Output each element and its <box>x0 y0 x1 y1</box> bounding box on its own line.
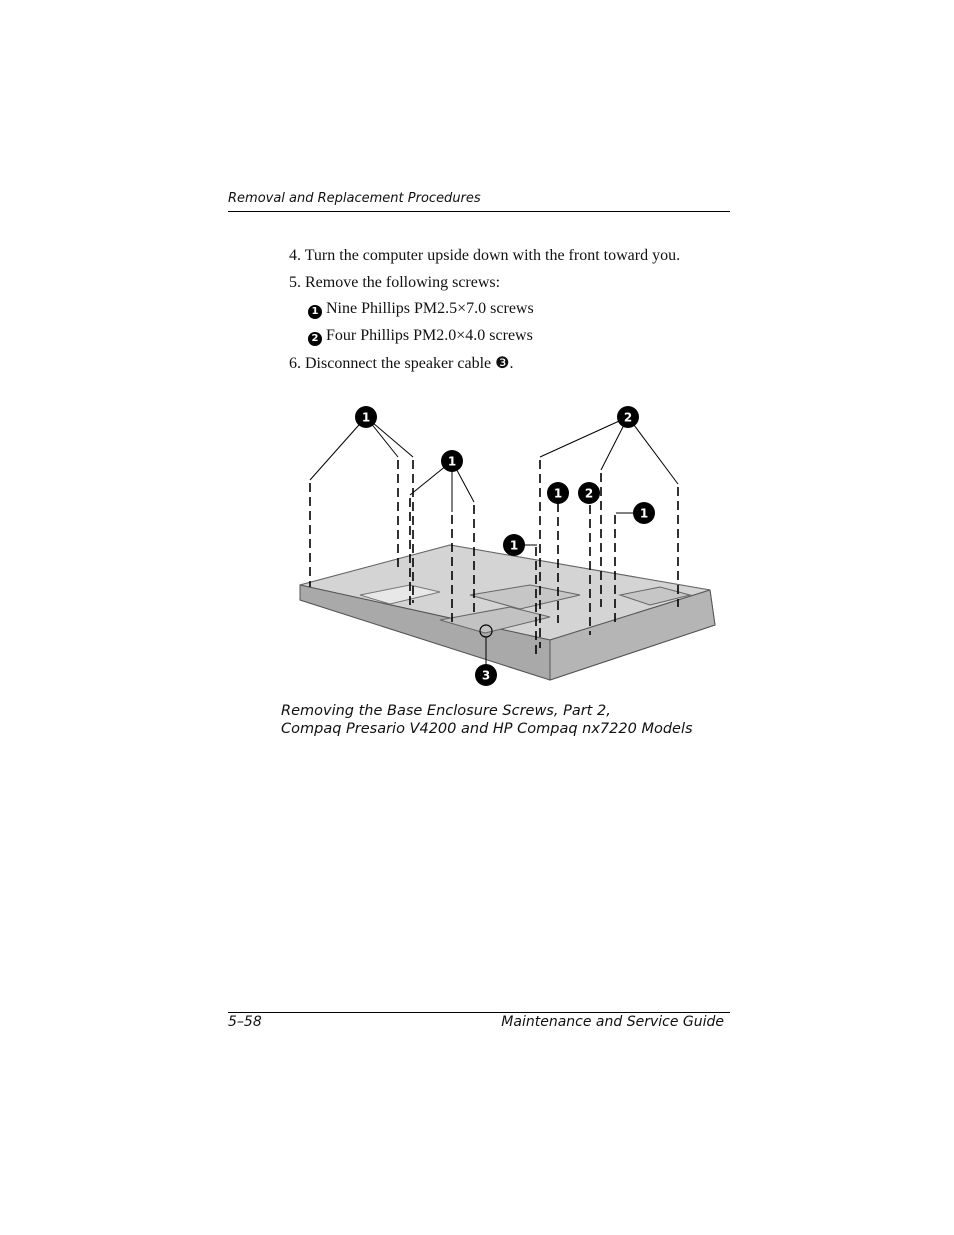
svg-text:1: 1 <box>509 538 519 553</box>
substep-text: Nine Phillips PM2.5×7.0 screws <box>326 300 534 317</box>
step-6: 6. Disconnect the speaker cable ❸. <box>289 355 514 372</box>
svg-text:1: 1 <box>639 506 649 521</box>
base-enclosure-figure <box>290 395 730 695</box>
figure-caption <box>281 702 693 738</box>
svg-text:1: 1 <box>553 486 563 501</box>
header-rule <box>228 211 730 212</box>
svg-text:2: 2 <box>623 410 633 425</box>
callout-1-glyph: 1 <box>308 305 322 319</box>
step-4: 4. Turn the computer upside down with the front toward you. <box>289 247 681 264</box>
footer-rule <box>228 1012 730 1013</box>
substep-text: Four Phillips PM2.0×4.0 screws <box>326 327 533 344</box>
callout-1-marker <box>633 502 655 524</box>
callout-1-marker <box>547 482 569 504</box>
substep-screws-1 <box>308 300 534 319</box>
svg-text:2: 2 <box>584 486 594 501</box>
callout-1-marker <box>355 406 377 428</box>
running-header: Removal and Replacement Procedures <box>228 191 481 206</box>
callout-3-marker <box>475 664 497 686</box>
base-enclosure-illustration <box>300 545 715 680</box>
callout-1-marker <box>441 450 463 472</box>
svg-text:3: 3 <box>481 668 491 683</box>
guide-title: Maintenance and Service Guide <box>501 1014 724 1030</box>
callout-2-marker <box>617 406 639 428</box>
callout-2-glyph: 2 <box>308 332 322 346</box>
svg-text:1: 1 <box>361 410 371 425</box>
callout-2-marker <box>578 482 600 504</box>
callout-1-marker <box>503 534 525 556</box>
caption-line-2: Compaq Presario V4200 and HP Compaq nx7220 Models <box>281 721 693 737</box>
page-number: 5–58 <box>228 1014 262 1030</box>
svg-text:1: 1 <box>447 454 457 469</box>
substep-screws-2 <box>308 327 533 346</box>
step-5: 5. Remove the following screws: <box>289 274 501 291</box>
caption-line-1: Removing the Base Enclosure Screws, Part 2, <box>281 703 611 719</box>
